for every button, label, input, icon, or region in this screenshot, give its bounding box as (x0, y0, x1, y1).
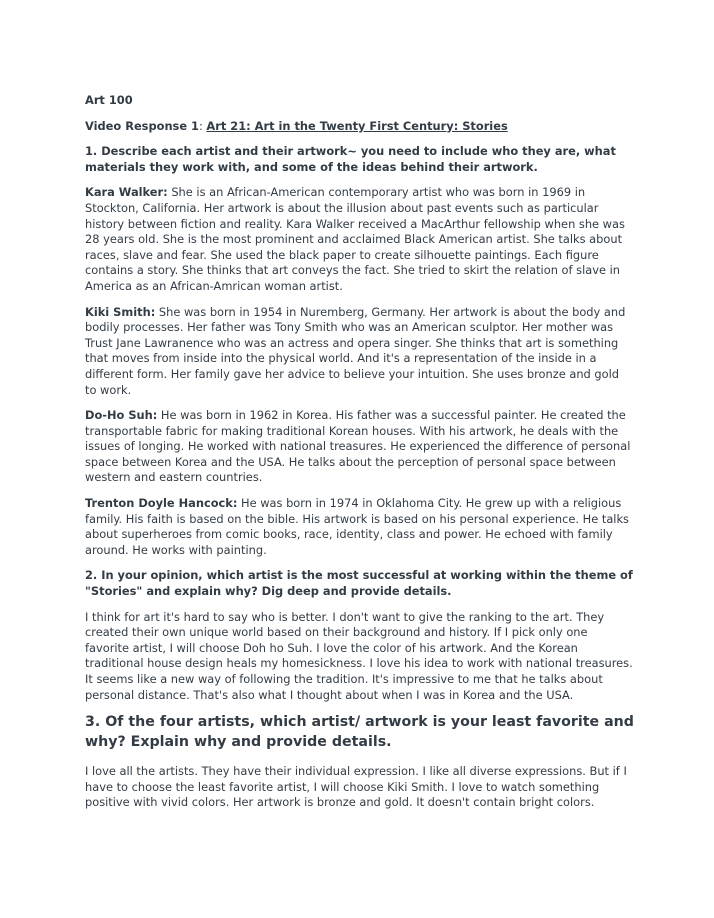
video-title-link[interactable]: Art 21: Art in the Twenty First Century: Stories (206, 118, 508, 133)
answer-3: I love all the artists. They have their individual expression. I like all diverse expressions. But if I have to choose the least favorite artist, I will choose Kiki Smith. I love to watch something positive with vivid colors. Her artwork is bronze and gold. It doesn't contain bright colors. (85, 764, 627, 810)
artist-paragraph-do-ho-suh (85, 408, 634, 486)
question-3: 3. Of the four artists, which artist/ artwork is your least favorite and why? Explain why and provide details. (85, 714, 634, 750)
artist-paragraph-kara-walker (85, 185, 634, 294)
video-response-separator: : (198, 118, 207, 133)
artist-description: He was born in 1962 in Korea. His father was a successful painter. He created the transportable fabric for making traditional Korean houses. With his artwork, he deals with the issues of longing. He worked with national treasures. He experienced the difference of personal space between Korea and the USA. He talks about the perception of personal space between western and eastern countries. (85, 408, 631, 485)
artist-name: Kiki Smith: (85, 304, 156, 319)
artist-name: Kara Walker: (85, 185, 168, 200)
artist-name: Trenton Doyle Hancock: (85, 496, 238, 511)
video-response-line (85, 119, 634, 135)
artist-paragraph-trenton-doyle-hancock (85, 496, 634, 558)
question-2: 2. In your opinion, which artist is the most successful at working within the theme of "Stories" and explain why? Dig deep and provide details. (85, 568, 633, 599)
artist-name: Do-Ho Suh: (85, 408, 158, 423)
artist-description: He was born in 1974 in Oklahoma City. He grew up with a religious family. His faith is based on the bible. His artwork is based on his personal experience. He talks about superheroes from comic books, race, identity, class and power. He echoed with family around. He works with painting. (85, 496, 629, 557)
course-title: Art 100 (85, 93, 133, 107)
artist-description: She was born in 1954 in Nuremberg, Germany. Her artwork is about the body and bodily processes. Her father was Tony Smith who was an American sculptor. Her mother was Trust Jane Lawranence who was an actress and opera singer. She thinks that art is something that moves from inside into the physical world. And it's a representation of the inside in a different form. Her family gave her advice to believe your intuition. She uses bronze and gold to work. (85, 304, 626, 397)
artist-paragraph-kiki-smith (85, 305, 634, 399)
answer-2: I think for art it's hard to say who is better. I don't want to give the ranking to the art. They created their own unique world based on their background and history. If I pick only one favorite artist, I will choose Doh ho Suh. I love the color of his artwork. And the Korean traditional house design heals my homesickness. I love his idea to work with national treasures. It seems like a new way of following the tradition. It's impressive to me that he talks about personal distance. That's also what I thought about when I was in Korea and the USA. (85, 609, 633, 702)
question-1: 1. Describe each artist and their artwork~ you need to include who they are, what materials they work with, and some of the ideas behind their artwork. (85, 144, 616, 174)
video-response-label: Video Response 1 (85, 118, 199, 133)
artist-description: She is an African-American contemporary artist who was born in 1969 in Stockton, California. Her artwork is about the illusion about past events such as particular history between fiction and reality. Kara Walker received a MacArthur fellowship when she was 28 years old. She is the most prominent and acclaimed Black American artist. She talks about races, slave and fear. She used the black paper to create silhouette paintings. Each figure contains a story. She thinks that art conveys the fact. She tried to skirt the relation of slave in America as an African-Amrican woman artist. (85, 185, 625, 293)
